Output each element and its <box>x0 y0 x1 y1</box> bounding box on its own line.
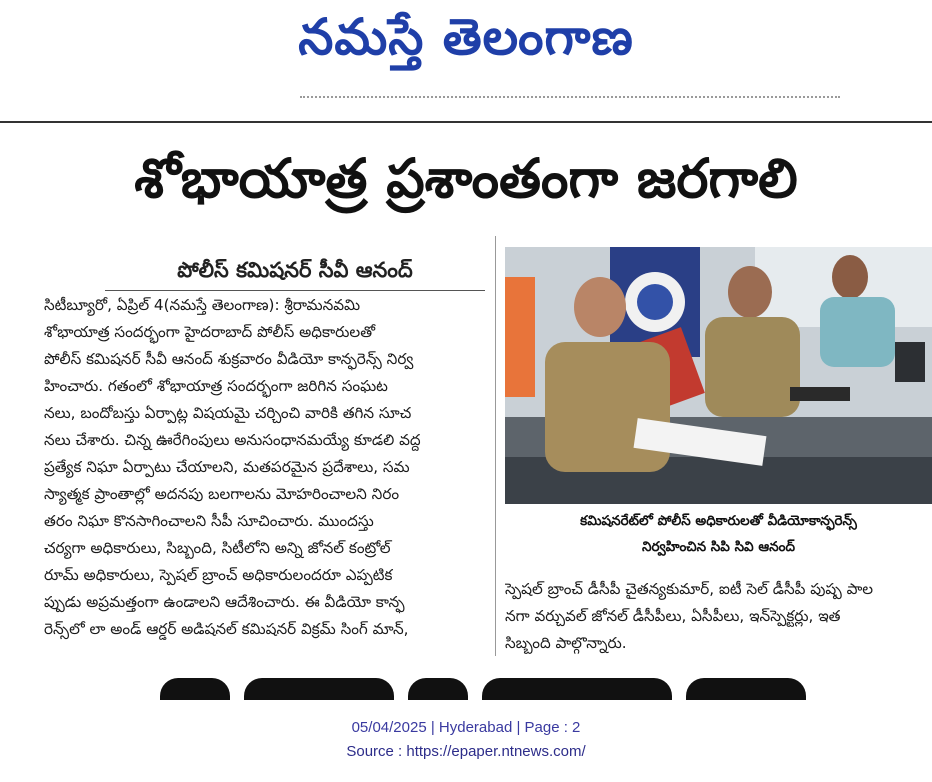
masthead <box>0 0 932 96</box>
article-subhead: పోలీస్ కమిషనర్ సీవీ ఆనంద్ <box>177 258 413 282</box>
body-line: సిబ్బంది పాల్గొన్నారు. <box>505 634 627 652</box>
body-line: స్పెషల్ బ్రాంచ్ డీసీపీ చైతన్యకుమార్, ఐటీ సెల్ డీసీపీ పుష్ప పాల <box>505 580 874 598</box>
body-line: చర్యగా అధికారులు, సిబ్బంది, సిటీలోని అన్ని జోనల్ కంట్రోల్ <box>44 539 391 557</box>
body-line: శోభాయాత్ర సందర్భంగా హైదరాబాద్ పోలీస్ అధికారులతో <box>44 323 376 341</box>
top-rule <box>0 121 932 123</box>
cropped-next-headline <box>160 678 850 700</box>
source-link[interactable]: Source : https://epaper.ntnews.com/ <box>346 743 586 760</box>
column-divider <box>495 236 496 656</box>
article-headline: శోభాయాత్ర ప్రశాంతంగా జరగాలి <box>134 147 798 210</box>
article-body-continued <box>505 576 932 657</box>
caption-line: కమిషనరేట్‌లో పోలీస్ అధికారులతో వీడియోకాన్ఫరెన్స్ <box>580 513 857 529</box>
masthead-divider <box>300 96 840 102</box>
body-line: నలు, బందోబస్తు ఏర్పాట్ల విషయమై చర్చించి వారికి తగిన సూచ <box>44 404 412 422</box>
body-line: రూమ్ అధికారులు, స్పెషల్ బ్రాంచ్ అధికారులందరూ ఎప్పటిక <box>44 566 393 584</box>
photo-caption <box>505 508 932 564</box>
page-footer <box>0 716 932 764</box>
video-conference-photo <box>505 247 932 504</box>
body-line: నలు చేశారు. చిన్న ఊరేగింపులు అనుసంధానమయ్యే కూడలి వద్ద <box>44 431 421 449</box>
body-line: ప్పుడు అప్రమత్తంగా ఉండాలని ఆదేశించారు. ఈ వీడియో కాన్ఫ <box>44 593 405 611</box>
subhead-underline <box>105 290 485 291</box>
caption-line: నిర్వహించిన సిపి సివి ఆనంద్ <box>641 539 795 555</box>
article-body <box>44 292 490 643</box>
edition-info: 05/04/2025 | Hyderabad | Page : 2 <box>351 719 581 736</box>
newspaper-logo: నమస్తే తెలంగాణ <box>298 8 634 66</box>
body-line: స్యాత్మక ప్రాంతాల్లో అదనపు బలగాలను మోహరించాలని నిరం <box>44 485 400 503</box>
body-line: రెన్స్‌లో లా అండ్ ఆర్డర్ అడిషనల్ కమిషనర్ విక్రమ్ సింగ్ మాన్, <box>44 620 409 638</box>
body-line: ప్రత్యేక నిఘా ఏర్పాటు చేయాలని, మతపరమైన ప్రదేశాలు, సమ <box>44 458 410 476</box>
body-line: హించారు. గతంలో శోభాయాత్ర సందర్భంగా జరిగిన సంఘట <box>44 377 388 395</box>
news-photo <box>505 247 932 504</box>
body-line: తరం నిఘా కొనసాగించాలని సీపీ సూచించారు. ముందస్తు <box>44 512 374 530</box>
body-line: సిటీబ్యూరో, ఏప్రిల్ 4(నమస్తే తెలంగాణ): శ్రీరామనవమి <box>44 296 361 314</box>
body-line: నగా వర్చువల్ జోనల్ డీసీపీలు, ఏసీపీలు, ఇన్‌స్పెక్టర్లు, ఇత <box>505 607 841 625</box>
body-line: పోలీస్ కమిషనర్ సీవీ ఆనంద్ శుక్రవారం వీడియో కాన్ఫరెన్స్ నిర్వ <box>44 350 414 368</box>
